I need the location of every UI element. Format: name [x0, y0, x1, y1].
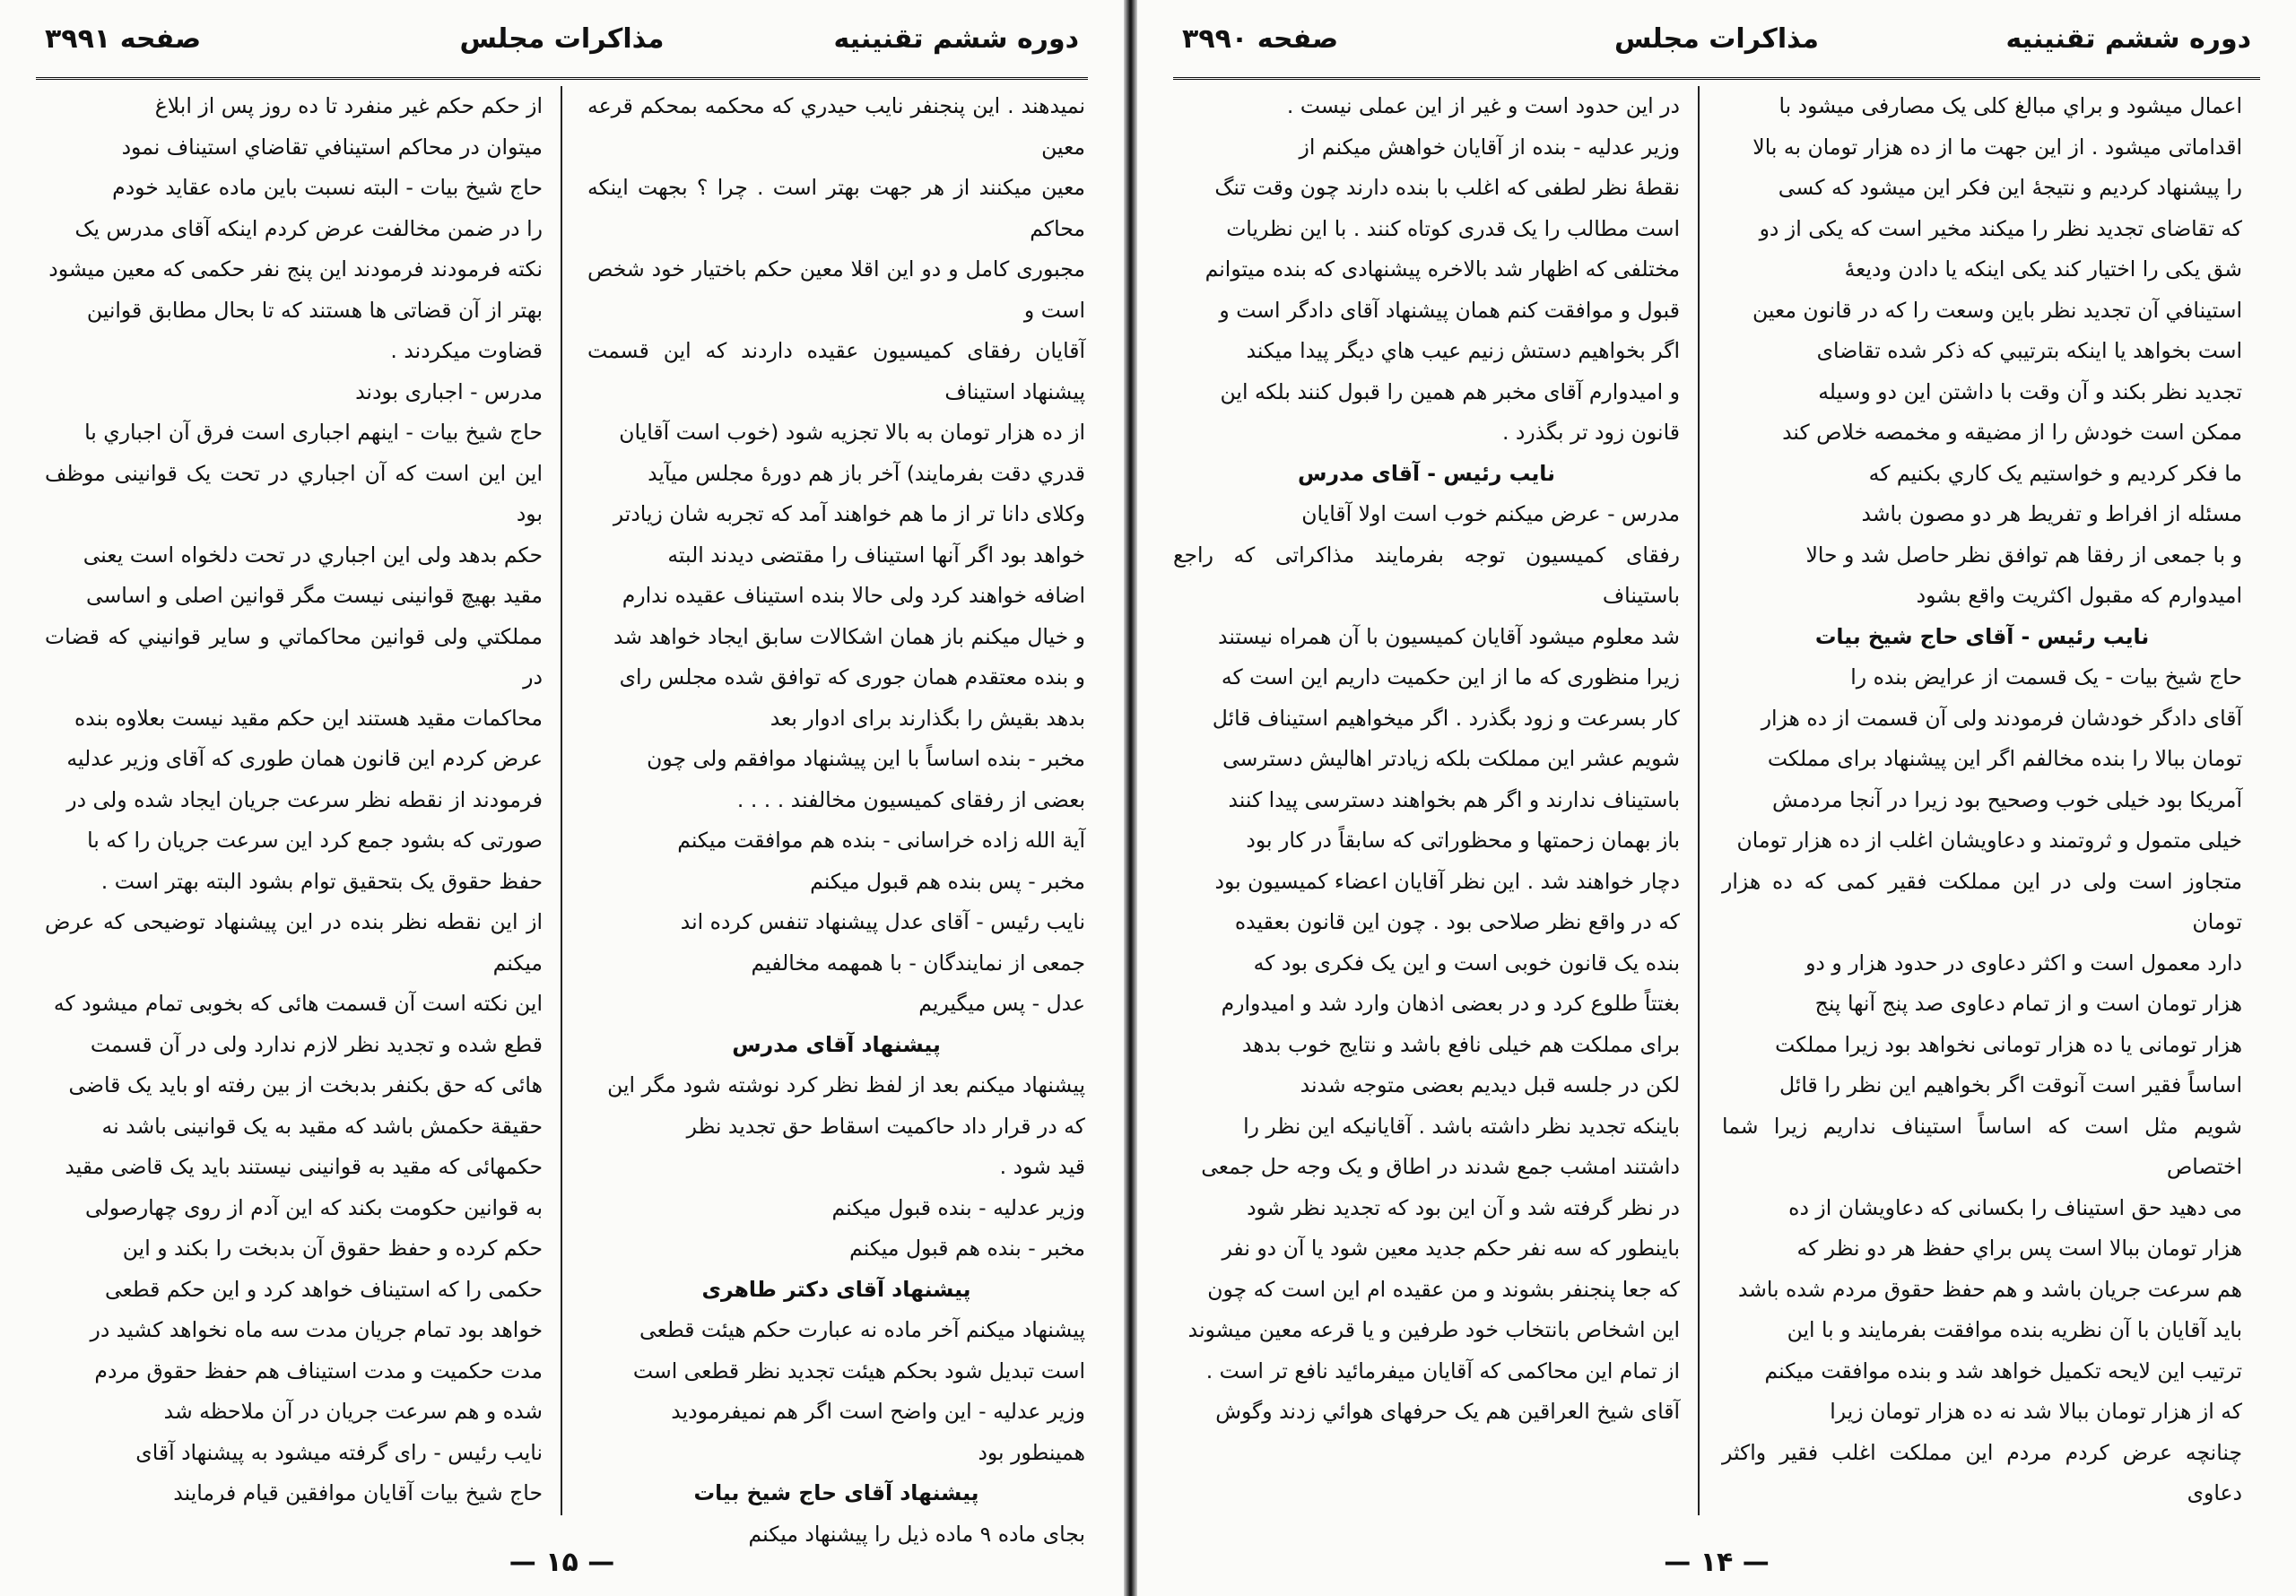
text-line: خواهد بود تمام جریان مدت سه ماه نخواهد کشید در: [90, 1317, 543, 1342]
text-line: بغتتاً طلوع کرد و در بعضی اذهان وارد شد و امیدوارم: [1221, 991, 1680, 1016]
column-divider: [561, 86, 562, 1515]
text-line: در نظر گرفته شد و آن این بود که تجدید نظر شود: [1247, 1194, 1680, 1220]
text-line: شق یکی را اختیار کند یکی اینکه یا دادن ودیعهٔ: [1844, 256, 2242, 282]
text-line: کار بسرعت و زود بگذرد . اگر میخواهیم استیناف قائل: [1212, 705, 1680, 731]
text-line: در این حدود است و غیر از این عملی نیست .: [1286, 93, 1680, 118]
text-line: از حکم حکم غیر منفرد تا ده روز پس از ابلاغ: [154, 93, 543, 118]
text-line: که از هزار تومان ببالا شد نه ده هزار تومان زیرا: [1830, 1399, 2242, 1424]
text-line: همینطور بود: [978, 1439, 1085, 1465]
text-line: عرض کردم این قانون همان طوری که آقای وزیر عدلیه: [66, 746, 543, 771]
text-line: از این نقطه نظر بنده در این پیشنهاد توضیحی که عرض میکنم: [45, 909, 543, 976]
text-line: شویم عشر این مملکت بلکه زیادتر اهالیش دسترسی: [1222, 746, 1680, 771]
text-line: اضافه خواهند کرد ولی حالا بنده استیناف عقیده ندارم: [622, 583, 1085, 608]
text-line: و بنده معتقدم همان جوری که توافق شده مجلس رای: [619, 664, 1085, 690]
session-label: دوره ششم تقنینیه: [2005, 23, 2251, 55]
text-line: مختلفی که اظهار شد بالاخره پیشنهادی که بنده میتوانم: [1205, 256, 1680, 282]
text-line: چنانچه عرض کردم مردم این مملکت اغلب فقیر واکثر دعاوی: [1722, 1439, 2242, 1505]
text-line: هائی که حق بکنفر بدبخت از بین رفته او باید یک قاضی: [68, 1072, 543, 1097]
text-line: باینکه تجدید نظر داشته باشد . آقایانیکه این نظر را: [1243, 1113, 1680, 1139]
text-column-right: [587, 86, 1085, 1547]
text-line: اقداماتی میشود . از این جهت ما از ده هزار تومان به بالا: [1752, 134, 2242, 160]
text-line: این اشخاص بانتخاب خود طرفین و یا قرعه معین میشوند: [1187, 1317, 1680, 1342]
text-line: ممکن است خودش را از مضیقه و مخمصه خلاص کند: [1782, 420, 2242, 445]
text-line: جمعی از نمایندگان - با همهمه مخالفیم: [751, 950, 1085, 976]
text-line: نایب رئیس - رای گرفته میشود به پیشنهاد آقای: [135, 1439, 543, 1465]
text-line: قانون زود تر بگذرد .: [1501, 420, 1680, 445]
text-line: وکلای دانا تر از ما هم خواهند آمد که تجربه شان زیادتر: [613, 501, 1085, 526]
text-line: وزیر عدلیه - بنده از آقایان خواهش میکنم از: [1299, 134, 1680, 160]
text-line: از تمام این محاکمی که آقایان میفرمائید نافع تر است .: [1205, 1357, 1680, 1383]
text-line: حفظ حقوق یک بتحقیق توام بشود البته بهتر است .: [100, 868, 543, 894]
text-line: از ده هزار تومان به بالا تجزیه شود (خوب است آقایان: [619, 420, 1085, 445]
session-label: دوره ششم تقنینیه: [833, 23, 1079, 55]
text-line: که در قرار داد حاکمیت اسقاط حق تجدید نظر: [686, 1113, 1085, 1139]
text-line: نقطهٔ نظر لطفی که اغلب با بنده دارند چون وقت تنگ: [1214, 175, 1680, 200]
text-line: بهتر از آن قضاتی ها هستند که تا بحال مطابق قوانین: [86, 297, 543, 323]
text-line: فرمودند از نقطه نظر سرعت جریان ایجاد شده ولی در: [66, 786, 543, 812]
page-folio: — ۱۴ —: [1664, 1547, 1770, 1578]
left-page: [0, 0, 1124, 1596]
page-number-label: صفحه ۳۹۹۰: [1182, 23, 1339, 55]
right-page: [1137, 0, 2296, 1596]
text-line: مدرس - عرض میکنم خوب است اولا آقایان: [1301, 501, 1680, 526]
text-line: حکم کرده و حفظ حقوق آن بدبخت را بکند و این: [122, 1236, 543, 1261]
text-line: قبول و موافقت کنم همان پیشنهاد آقای دادگر است و: [1219, 297, 1680, 323]
text-line: پیشنهاد آقای مدرس: [732, 1031, 941, 1057]
text-line: رفقای کمیسیون توجه بفرمایند مذاکراتی که راجع باستیناف: [1173, 542, 1680, 608]
text-line: نایب رئیس - آقای حاج شیخ بیات: [1814, 623, 2150, 649]
text-line: تومان ببالا را بنده مخالفم اگر این پیشنهاد برای مملکت: [1767, 746, 2242, 771]
text-line: میتوان در محاکم استینافي تقاضاي استیناف نمود: [121, 134, 543, 160]
text-line: حاج شیخ بیات - اینهم اجباری است فرق آن اجباري با: [84, 420, 543, 445]
text-line: صورتی که بشود جمع کرد این سرعت جریان را که با: [87, 828, 543, 853]
text-line: و با جمعی از رفقا هم توافق نظر حاصل شد و حالا: [1805, 542, 2242, 568]
text-line: پیشنهاد میکنم آخر ماده نه عبارت حکم هیئت قطعی: [639, 1317, 1085, 1342]
text-line: قید شود .: [999, 1154, 1085, 1179]
text-line: هم سرعت جریان باشد و هم حفظ حقوق مردم شده باشد: [1737, 1276, 2242, 1302]
text-line: نایب رئیس - آقای مدرس: [1298, 460, 1555, 486]
text-line: نمیدهند . این پنجنفر نایب حیدري که محکمه بمحکم قرعه معین: [587, 93, 1085, 160]
text-line: که جعا پنجنفر بشوند و من عقیده ام این است که چون: [1207, 1276, 1680, 1302]
text-line: است بخواهد یا اینکه بترتیبي که ذکر شده تقاضای: [1816, 338, 2242, 363]
page-number-label: صفحه ۳۹۹۱: [45, 23, 202, 55]
page-header: [36, 13, 1088, 80]
text-line: مخبر - پس بنده هم قبول میکنم: [810, 868, 1085, 894]
text-line: بنده یک قانون خوبی است و این یک فکری بود که: [1253, 950, 1680, 976]
text-line: مجبوری کامل و دو این اقلا معین حکم باختیار خود شخص است و: [587, 256, 1085, 323]
text-line: آیة الله زاده خراسانی - بنده هم موافقت میکنم: [677, 828, 1085, 853]
text-line: مخبر - بنده اساساً با این پیشنهاد موافقم ولی چون: [647, 746, 1085, 771]
text-line: حاج شیخ بیات - البته نسبت باین ماده عقاید خودم: [112, 175, 543, 200]
text-line: دارد معمول است و اکثر دعاوی در حدود هزار و دو: [1805, 950, 2242, 976]
publication-title: مذاکرات مجلس: [459, 23, 665, 55]
text-line: دچار خواهند شد . این نظر آقایان اعضاء کمیسیون بود: [1214, 868, 1680, 894]
text-line: استینافي آن تجدید نظر باین وسعت را که در قانون معین: [1752, 297, 2242, 323]
text-line: برای مملکت هم خیلی نافع باشد و نتایج خوب بدهد: [1241, 1031, 1680, 1057]
text-line: مسئله از افراط و تفریط هر دو مصون باشد: [1861, 501, 2242, 526]
text-line: داشتند امشب جمع شدند در اطاق و یک وجه حل جمعی: [1201, 1154, 1680, 1179]
text-line: پیشنهاد آقای حاج شیخ بیات: [693, 1480, 979, 1505]
text-line: حکم بدهد ولی این اجباري در تحت دلخواه است یعنی: [83, 542, 543, 568]
text-line: آقایان رفقای کمیسیون عقیده داردند که این قسمت پیشنهاد استیناف: [587, 338, 1085, 404]
text-line: مقید بهیچ قوانینی نیست مگر قوانین اصلی و اساسی: [86, 583, 543, 608]
text-line: وزیر عدلیه - بنده قبول میکنم: [831, 1194, 1085, 1220]
text-line: که تقاضای تجدید نظر را میکند مخیر است که یکی از دو: [1759, 215, 2242, 241]
text-line: باید آقایان با آن نظریه بنده موافقت بفرمایند و با این: [1787, 1317, 2242, 1342]
text-line: حکمی را که استیناف خواهد کرد و این حکم قطعی: [104, 1276, 543, 1302]
text-line: وزیر عدلیه - این واضح است اگر هم نمیفرمودید: [671, 1399, 1085, 1424]
text-line: می دهید حق استیناف را بکسانی که دعاویشان از ده: [1788, 1194, 2242, 1220]
text-line: باینطور که سه نفر حکم جدید معین شود یا آن دو نفر: [1222, 1236, 1680, 1261]
text-line: بجای ماده ۹ ماده ذیل را پیشنهاد میکنم: [748, 1521, 1085, 1547]
text-line: مدت حکمیت و مدت استیناف هم حفظ حقوق مردم: [94, 1357, 543, 1383]
text-line: پیشنهاد میکنم بعد از لفظ نظر کرد نوشته شود مگر این: [607, 1072, 1085, 1097]
text-line: هزار تومان است و از تمام دعاوی صد پنج آنها پنج: [1814, 991, 2242, 1016]
text-line: و امیدوارم آقای مخبر هم همین را قبول کنند بلکه این: [1220, 378, 1680, 404]
text-line: این نکته است آن قسمت هائی که بخوبی تمام میشود که: [53, 991, 543, 1016]
text-line: مملکتي ولی قوانین محاکماتي و سایر قوانیني که قضات در: [45, 623, 543, 690]
text-line: این این است که آن اجباري در تحت یک قوانینی موظف بود: [45, 460, 543, 526]
text-line: بدهد بقیش را بگذارند برای ادوار بعد: [770, 705, 1085, 731]
text-column-left: [1173, 86, 1680, 1524]
text-line: شویم مثل است که اساساً استیناف نداریم زیرا شما اختصاص: [1722, 1113, 2242, 1179]
text-line: متجاوز است ولی در این مملکت فقیر کمی که ده هزار تومان: [1722, 868, 2242, 934]
text-line: ما فکر کردیم و خواستیم یک کاري بکنیم که: [1868, 460, 2242, 486]
text-line: حاج شیخ بیات - یک قسمت از عرایض بنده را: [1850, 664, 2242, 690]
text-line: که در واقع نظر صلاحی بود . چون این قانون بعقیده: [1234, 909, 1680, 934]
text-line: معین میکنند از هر جهت بهتر است . چرا ؟ بجهت اینکه محاکم: [587, 175, 1085, 241]
text-line: بعضی از رفقای کمیسیون مخالفند . . . .: [736, 786, 1085, 812]
text-line: آقای شیخ العراقین هم یک حرفهای هوائي زدند وگوش: [1215, 1399, 1680, 1424]
text-column-right: [1722, 86, 2242, 1524]
text-line: مدرس - اجباری بودند: [355, 378, 543, 404]
text-line: اگر بخواهیم دستش زنیم عیب هاي دیگر پیدا میکند: [1246, 338, 1680, 363]
text-line: هزار تومان ببالا است پس براي حفظ هر دو نظر که: [1796, 1236, 2242, 1261]
text-line: امیدوارم که مقبول اکثریت واقع بشود: [1916, 583, 2242, 608]
text-line: محاکمات مقید هستند این حکم مقید نیست بعلاوه بنده: [74, 705, 543, 731]
text-line: حاج شیخ بیات آقایان موافقین قیام فرمایند: [173, 1480, 543, 1505]
text-line: قضاوت میکردند .: [390, 338, 543, 363]
text-line: حکمهائی که مقید به قوانینی نیستند باید یک قاضی مقید: [65, 1154, 543, 1179]
text-line: نکته فرمودند فرمودند این پنج نفر حکمی که معین میشود: [48, 256, 543, 282]
text-line: اعمال میشود و براي مبالغ کلی یک مصارفی میشود با: [1779, 93, 2242, 118]
page-folio: — ۱۵ —: [509, 1547, 615, 1578]
text-line: ترتیب این لایحه تکمیل خواهد شد و بنده موافقت میکنم: [1764, 1357, 2242, 1383]
text-line: مخبر - بنده هم قبول میکنم: [849, 1236, 1085, 1261]
text-line: اساساً فقیر است آنوقت اگر بخواهیم این نظر را قائل: [1779, 1072, 2242, 1097]
text-line: آمریکا بود خیلی خوب وصحیح بود زیرا در آنجا مردمش: [1772, 786, 2242, 812]
text-column-left: [45, 86, 543, 1524]
text-line: پیشنهاد آقای دکتر طاهری: [701, 1276, 971, 1302]
text-line: شده و هم سرعت جریان در آن ملاحظه شد: [163, 1399, 543, 1424]
text-line: هزار تومانی یا ده هزار تومانی نخواهد بود زیرا مملکت: [1775, 1031, 2242, 1057]
text-line: است مطالب را یک قدری کوتاه کنند . با این نظریات: [1226, 215, 1680, 241]
text-line: شد معلوم میشود آقایان کمیسیون با آن همراه نیستند: [1217, 623, 1680, 649]
text-line: خواهد بود اگر آنها استیناف را مقتضی دیدند البته: [667, 542, 1085, 568]
text-line: لکن در جلسه قبل دیدیم بعضی متوجه شدند: [1300, 1072, 1680, 1097]
text-line: زیرا منظوری که ما از این حکمیت داریم این است که: [1221, 664, 1680, 690]
text-line: نایب رئیس - آقای عدل پیشنهاد تنفس کرده اند: [680, 909, 1085, 934]
text-line: تجدید نظر بکند و آن وقت با داشتن این دو وسیله: [1818, 378, 2242, 404]
text-line: آقای دادگر خودشان فرمودند ولی آن قسمت از ده هزار: [1761, 705, 2242, 731]
text-line: و خیال میکنم باز همان اشکالات سابق ایجاد خواهد شد: [613, 623, 1085, 649]
text-line: حقیقة حکمش باشد که مقید به یک قوانینی باشد نه: [101, 1113, 543, 1139]
text-line: به قوانین حکومت بکند که این آدم از روی چهارصولی: [84, 1194, 543, 1220]
text-line: است تبدیل شود بحکم هیئت تجدید نظر قطعی است: [632, 1357, 1085, 1383]
text-line: باستیناف ندارند و اگر هم بخواهند دسترسی پیدا کنند: [1228, 786, 1680, 812]
text-line: عدل - پس میگیریم: [918, 991, 1085, 1016]
text-line: خیلی متمول و ثروتمند و دعاویشان اغلب از ده هزار تومان: [1736, 828, 2242, 853]
text-line: قطع شده و تجدید نظر لازم ندارد ولی در آن قسمت: [90, 1031, 543, 1057]
text-line: قدري دقت بفرمایند) آخر باز هم دورهٔ مجلس میآید: [648, 460, 1085, 486]
book-spine: [1124, 0, 1137, 1596]
text-line: را پیشنهاد کردیم و نتیجهٔ این فکر این میشود که کسی: [1778, 175, 2242, 200]
page-header: [1173, 13, 2260, 80]
column-divider: [1698, 86, 1700, 1515]
text-line: را در ضمن مخالفت عرض کردم اینکه آقای مدرس یک: [74, 215, 543, 241]
text-line: باز بهمان زحمتها و محظوراتی که سابقاً در کار بود: [1246, 828, 1680, 853]
publication-title: مذاکرات مجلس: [1613, 23, 1820, 55]
